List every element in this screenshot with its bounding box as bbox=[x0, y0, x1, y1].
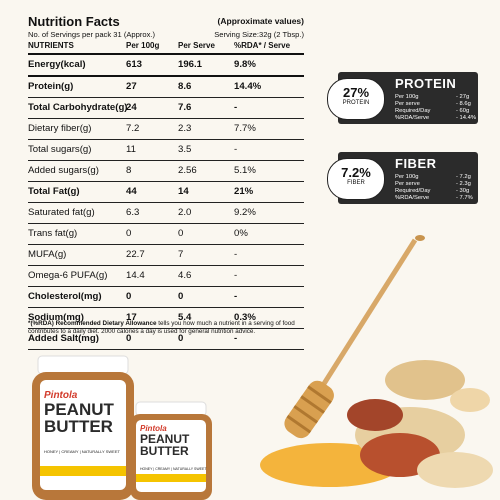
fiber-pct: 7.2% bbox=[341, 165, 371, 180]
rda-value: 14.4% bbox=[234, 81, 262, 92]
fiber-row-value: - 2.3g bbox=[456, 181, 471, 187]
rda-value: 21% bbox=[234, 186, 254, 197]
per-100g-value: 7.2 bbox=[126, 123, 140, 134]
nutrient-name: Total Fat(g) bbox=[28, 186, 80, 197]
nutrient-name: Cholesterol(mg) bbox=[28, 291, 102, 302]
header-rda: %RDA* / Serve bbox=[234, 41, 291, 50]
protein-row-label: %RDA/Serve bbox=[395, 115, 430, 121]
protein-row-label: Required/Day bbox=[395, 108, 431, 114]
per-serve-value: 4.6 bbox=[178, 270, 192, 281]
approx-note: (Approximate values) bbox=[217, 16, 304, 26]
rda-value: - bbox=[234, 291, 238, 302]
per-100g-value: 27 bbox=[126, 81, 137, 92]
nutrient-name: Trans fat(g) bbox=[28, 228, 78, 239]
rda-value: - bbox=[234, 270, 238, 281]
per-100g-value: 24 bbox=[126, 102, 137, 113]
nutrition-row bbox=[28, 119, 304, 140]
nutrient-name: Omega-6 PUFA(g) bbox=[28, 270, 108, 281]
rda-value: 5.1% bbox=[234, 165, 256, 176]
nutrient-name: Total sugars(g) bbox=[28, 144, 92, 155]
protein-row-label: Per serve bbox=[395, 101, 420, 107]
protein-row-value: - 8.6g bbox=[456, 101, 471, 107]
fiber-row-label: Per 100g bbox=[395, 174, 419, 180]
nutrition-row bbox=[28, 161, 304, 182]
per-serve-value: 7.6 bbox=[178, 102, 192, 113]
footnote-text: tells you how much a nutrient in a serving of food contributes to a daily diet. 2000 calories a day is used for general nutrition advice. bbox=[28, 320, 295, 336]
nutrition-row bbox=[28, 140, 304, 161]
nutrition-row bbox=[28, 77, 304, 98]
nutrient-name: Added sugars(g) bbox=[28, 165, 99, 176]
protein-pct: 27% bbox=[342, 85, 370, 100]
per-100g-value: 613 bbox=[126, 59, 143, 70]
rda-value: - bbox=[234, 249, 238, 260]
nutrient-name: Sodium(mg) bbox=[28, 312, 84, 323]
table-header bbox=[28, 41, 304, 55]
per-serve-value: 2.0 bbox=[178, 207, 192, 218]
protein-badge bbox=[327, 78, 385, 120]
protein-row-label: Per 100g bbox=[395, 94, 419, 100]
protein-card-title: PROTEIN bbox=[395, 76, 457, 91]
footnote-bold: *(%RDA) Recommended Dietary Allowance bbox=[28, 320, 157, 327]
rda-value: 7.7% bbox=[234, 123, 256, 134]
per-serve-value: 14 bbox=[178, 186, 189, 197]
protein-row-value: - 27g bbox=[456, 94, 470, 100]
rda-value: - bbox=[234, 144, 238, 155]
per-100g-value: 0 bbox=[126, 333, 132, 344]
fiber-row-label: Required/Day bbox=[395, 188, 431, 194]
per-100g-value: 8 bbox=[126, 165, 132, 176]
fiber-badge-label: FIBER bbox=[347, 180, 365, 186]
nutrient-name: Dietary fiber(g) bbox=[28, 123, 92, 134]
honey-peanuts-image bbox=[250, 230, 500, 500]
protein-badge-label: PROTEIN bbox=[342, 100, 370, 106]
serving-size: Serving Size:32g (2 Tbsp.) bbox=[214, 30, 304, 39]
rda-value: - bbox=[234, 102, 238, 113]
jar-sub: HONEY | CREAMY | NATURALLY SWEET bbox=[44, 449, 120, 454]
per-100g-value: 14.4 bbox=[126, 270, 145, 281]
large-jar-label bbox=[44, 390, 134, 454]
nutrient-name: Added Salt(mg) bbox=[28, 333, 99, 344]
fiber-card-title: FIBER bbox=[395, 156, 437, 171]
per-serve-value: 8.6 bbox=[178, 81, 192, 92]
rda-value: 9.8% bbox=[234, 59, 256, 70]
per-serve-value: 5.4 bbox=[178, 312, 192, 323]
nutrient-name: Total Carbohydrate(g) bbox=[28, 102, 128, 113]
per-serve-value: 0 bbox=[178, 228, 184, 239]
nutrient-name: Energy(kcal) bbox=[28, 59, 86, 70]
fiber-row-value: - 7.7% bbox=[456, 195, 473, 201]
servings-per-pack: No. of Servings per pack 31 (Approx.) bbox=[28, 30, 156, 39]
per-serve-value: 7 bbox=[178, 249, 184, 260]
fiber-row-value: - 30g bbox=[456, 188, 470, 194]
per-100g-value: 22.7 bbox=[126, 249, 145, 260]
per-100g-value: 0 bbox=[126, 291, 132, 302]
small-jar-brand: Pintola bbox=[140, 424, 167, 433]
per-100g-value: 17 bbox=[126, 312, 137, 323]
rda-value: - bbox=[234, 333, 238, 344]
nutrition-row bbox=[28, 98, 304, 119]
fiber-row-value: - 7.2g bbox=[456, 174, 471, 180]
nutrient-name: Protein(g) bbox=[28, 81, 74, 92]
protein-row-value: - 60g bbox=[456, 108, 470, 114]
fiber-row-label: Per serve bbox=[395, 181, 420, 187]
fiber-row-label: %RDA/Serve bbox=[395, 195, 430, 201]
header-per-100g: Per 100g bbox=[126, 41, 160, 50]
per-100g-value: 6.3 bbox=[126, 207, 140, 218]
per-serve-value: 2.56 bbox=[178, 165, 197, 176]
fiber-badge bbox=[327, 158, 385, 200]
per-serve-value: 196.1 bbox=[178, 59, 203, 70]
header-per-serve: Per Serve bbox=[178, 41, 215, 50]
small-jar-sub: HONEY | CREAMY | NATURALLY SWEET bbox=[140, 467, 207, 471]
nutrient-name: MUFA(g) bbox=[28, 249, 67, 260]
rda-value: 0% bbox=[234, 228, 248, 239]
nutrition-row bbox=[28, 182, 304, 203]
jar-line2: BUTTER bbox=[44, 417, 113, 436]
nutrition-row bbox=[28, 55, 304, 77]
small-jar-label bbox=[140, 424, 210, 471]
rda-value: 9.2% bbox=[234, 207, 256, 218]
small-jar-line2: BUTTER bbox=[140, 444, 189, 458]
per-100g-value: 11 bbox=[126, 144, 136, 155]
rda-value: 0.3% bbox=[234, 312, 256, 323]
per-serve-value: 2.3 bbox=[178, 123, 192, 134]
nutrient-name: Saturated fat(g) bbox=[28, 207, 95, 218]
jar-brand: Pintola bbox=[44, 390, 78, 401]
per-serve-value: 0 bbox=[178, 291, 184, 302]
nutrition-title: Nutrition Facts bbox=[28, 14, 120, 29]
nutrition-row bbox=[28, 203, 304, 224]
small-jar-line1: PEANUT bbox=[140, 432, 190, 446]
per-100g-value: 44 bbox=[126, 186, 137, 197]
jar-line1: PEANUT bbox=[44, 400, 114, 419]
per-serve-value: 0 bbox=[178, 333, 184, 344]
protein-row-value: - 14.4% bbox=[456, 115, 476, 121]
per-serve-value: 3.5 bbox=[178, 144, 192, 155]
header-nutrients: NUTRIENTS bbox=[28, 41, 74, 50]
per-100g-value: 0 bbox=[126, 228, 132, 239]
